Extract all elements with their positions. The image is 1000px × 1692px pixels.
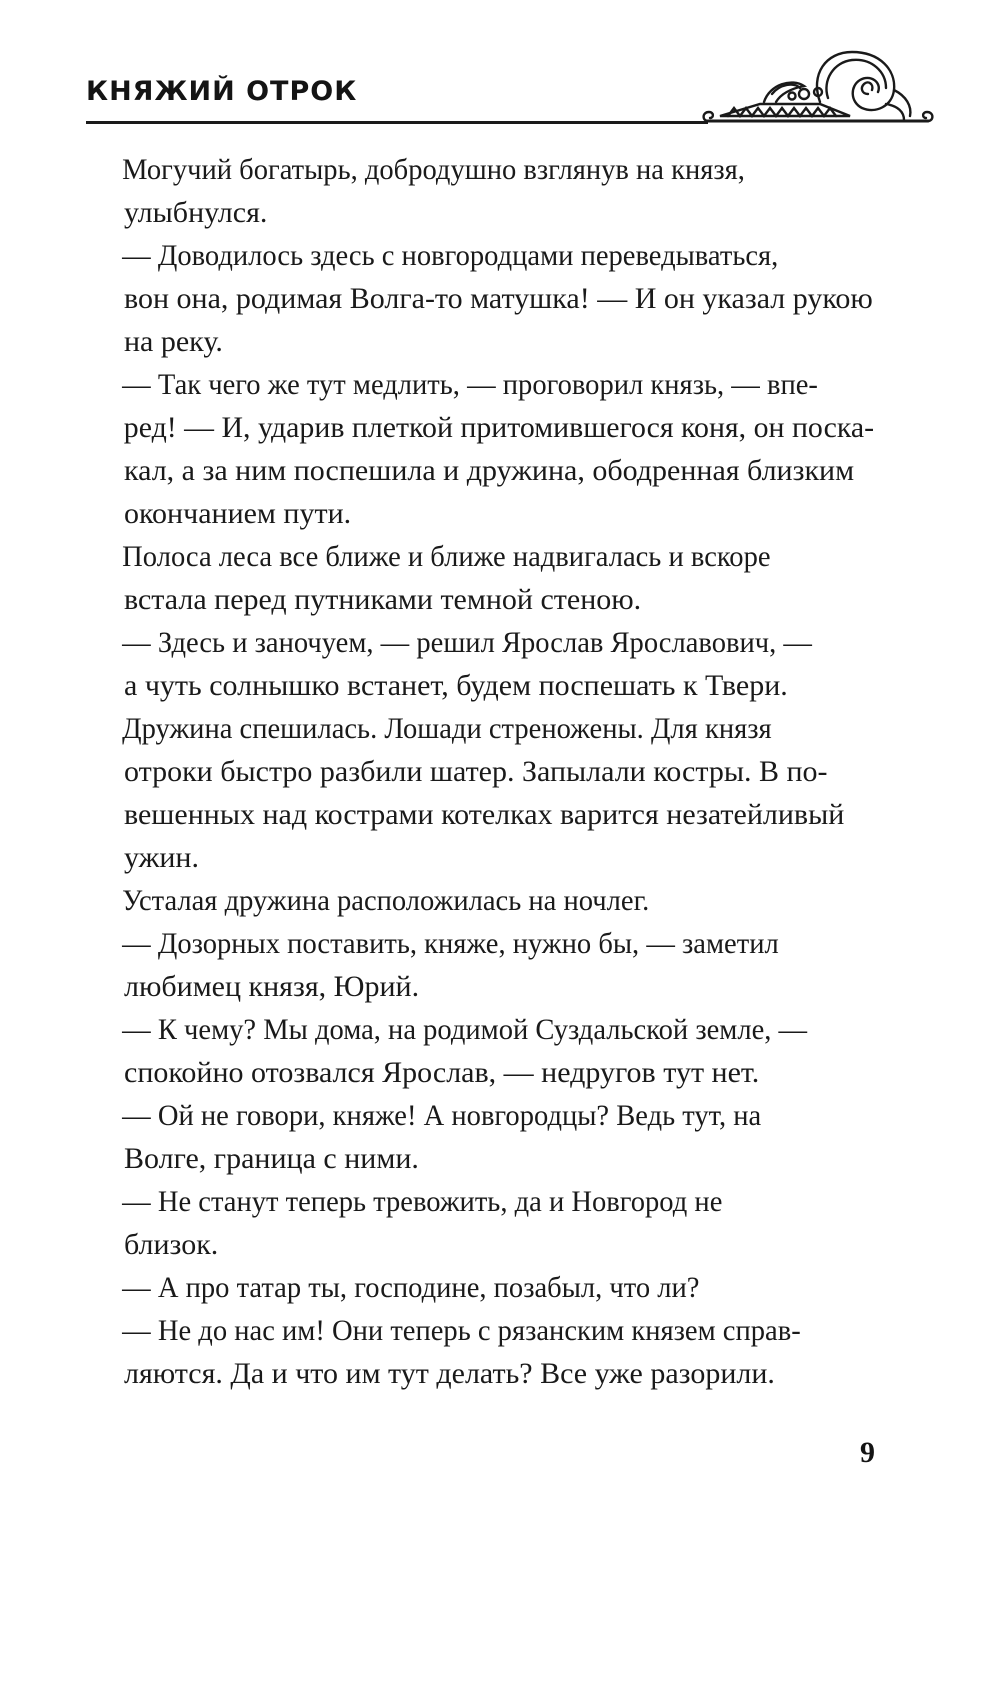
text-line: — Ой не говори, княже! А новгородцы? Ведь тут, на: [122, 1099, 762, 1132]
text-line: — Не до нас им! Они теперь с рязанским князем справ-: [122, 1314, 801, 1347]
text-line: — К чему? Мы дома, на родимой Суздальской земле, —: [122, 1013, 808, 1046]
text-line: — Дозорных поставить, княже, нужно бы, — заметил: [122, 927, 779, 960]
paragraph: [86, 1008, 874, 1094]
paragraph: [86, 148, 874, 234]
paragraph: [86, 535, 874, 621]
text-line: на реку.: [124, 325, 223, 358]
header-rule: [86, 121, 708, 124]
text-line: любимец князя, Юрий.: [124, 970, 420, 1003]
text-line: — Так чего же тут медлить, — проговорил князь, — впе-: [122, 368, 818, 401]
paragraph: [86, 707, 874, 879]
text-line: — Здесь и заночуем, — решил Ярослав Ярославович, —: [122, 626, 812, 659]
paragraph: [86, 1180, 874, 1266]
text-line: Волге, граница с ними.: [124, 1142, 419, 1175]
running-head-title: КНЯЖИЙ ОТРОК: [86, 76, 358, 107]
text-line: близок.: [124, 1228, 219, 1261]
paragraph: [86, 1309, 874, 1395]
text-line: Усталая дружина расположилась на ночлег.: [122, 884, 650, 917]
paragraph: [86, 879, 874, 922]
paragraph: [86, 363, 874, 535]
text-line: вон она, родимая Волга-то матушка! — И он указал рукою: [124, 282, 873, 315]
text-line: спокойно отозвался Ярослав, — недругов тут нет.: [124, 1056, 760, 1089]
page-number: 9: [860, 1436, 875, 1469]
paragraph: [86, 234, 874, 363]
text-line: ужин.: [124, 841, 199, 874]
paragraph: [86, 1094, 874, 1180]
body-text: [86, 148, 874, 1395]
text-line: улыбнулся.: [124, 196, 268, 229]
text-line: — Доводилось здесь с новгородцами переведываться,: [122, 239, 779, 272]
text-line: Дружина спешилась. Лошади стреножены. Для князя: [122, 712, 772, 745]
text-line: встала перед путниками темной стеною.: [124, 583, 642, 616]
text-line: Могучий богатырь, добродушно взглянув на князя,: [122, 153, 745, 186]
text-line: Полоса леса все ближе и ближе надвигалась и вскоре: [122, 540, 771, 573]
text-line: кал, а за ним поспешила и дружина, ободренная близким: [124, 454, 855, 487]
text-line: ляются. Да и что им тут делать? Все уже разорили.: [124, 1357, 775, 1390]
paragraph: [86, 621, 874, 707]
decorative-scroll-ornament-icon: [700, 44, 936, 130]
text-line: окончанием пути.: [124, 497, 352, 530]
text-line: отроки быстро разбили шатер. Запылали костры. В по-: [124, 755, 828, 788]
text-line: — А про татар ты, господине, позабыл, что ли?: [122, 1271, 700, 1304]
text-line: — Не станут теперь тревожить, да и Новгород не: [122, 1185, 723, 1218]
text-line: вешенных над кострами котелках варится незатейливый: [124, 798, 845, 831]
paragraph: [86, 922, 874, 1008]
text-line: а чуть солнышко встанет, будем поспешать к Твери.: [124, 669, 788, 702]
paragraph: [86, 1266, 874, 1309]
text-line: ред! — И, ударив плеткой притомившегося коня, он поска-: [123, 411, 875, 444]
